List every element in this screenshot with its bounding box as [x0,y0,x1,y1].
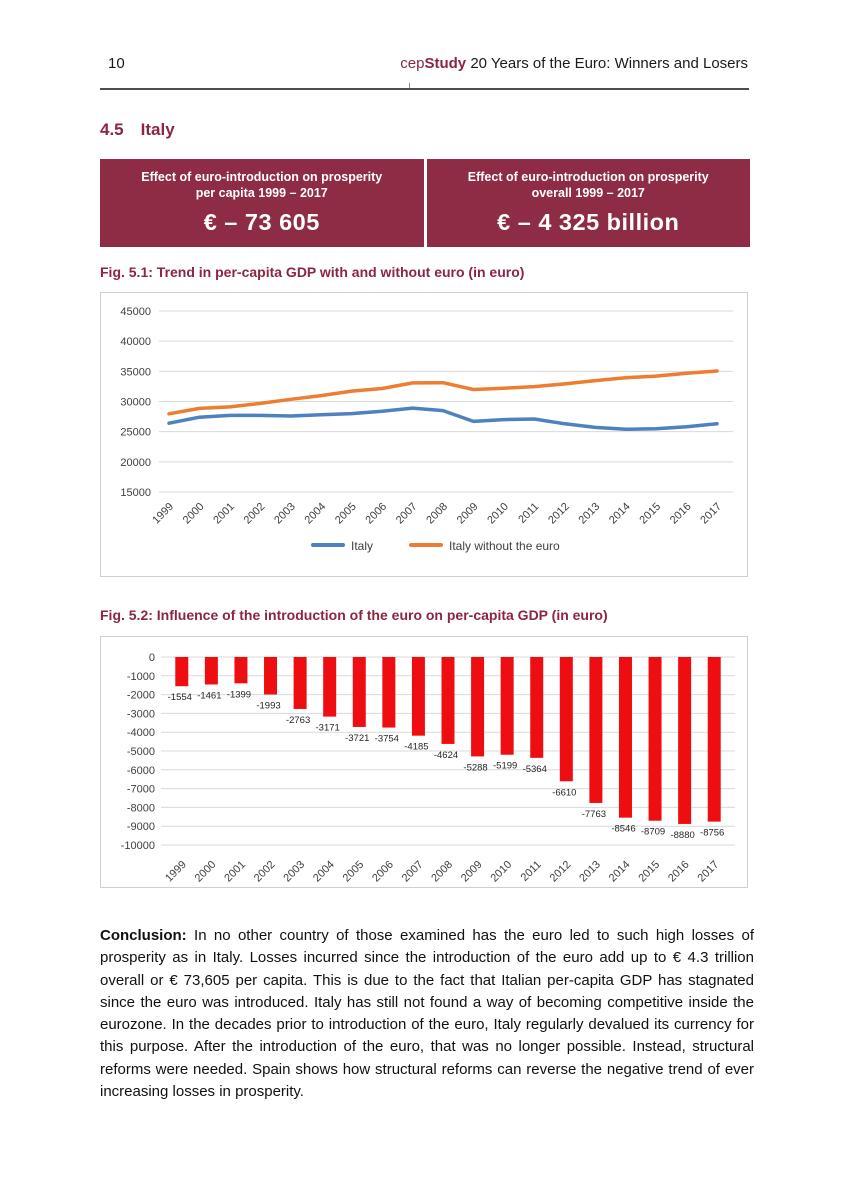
brand-prefix: cep [400,55,425,72]
svg-text:-4185: -4185 [404,741,429,753]
svg-text:2006: 2006 [370,858,396,885]
svg-text:0: 0 [148,652,155,664]
conclusion-text: In no other country of those examined has the euro led to such high losses of prosperity as in Italy. Losses incurred since the introduction of the euro add up to € 4.3 trillion overall or € 73,605 per capita. This is due to the fact that Italian per-capita GDP has stagnated since the euro was introduced. Italy has still not found a way of becoming competitive inside the eurozone. In the decades prior to introduction of the euro, Italy regularly devalued its currency for this purpose. After the introduction of the euro, that was no longer possible. Instead, structural reforms were needed. Spain shows how structural reforms can reverse the negative trend of ever increasing losses in prosperity. [100,927,754,1101]
svg-text:-5364: -5364 [522,763,547,775]
svg-text:40000: 40000 [120,336,151,349]
box-caption-line1: Effect of euro-introduction on prosperity [467,170,709,184]
box-caption-line2: per capita 1999 – 2017 [195,186,328,200]
svg-text:-7763: -7763 [581,808,607,820]
svg-text:2010: 2010 [488,858,515,885]
svg-text:-9000: -9000 [126,821,155,834]
svg-text:-5000: -5000 [126,746,155,758]
svg-text:-8756: -8756 [700,827,725,839]
svg-text:2001: 2001 [211,500,238,527]
svg-text:20000: 20000 [120,456,151,469]
box-caption-line1: Effect of euro-introduction on prosperity [141,170,383,184]
header-rule-notch [409,83,410,88]
header-title-rest: 20 Years of the Euro: Winners and Losers [466,55,748,72]
svg-text:-4000: -4000 [126,727,155,740]
svg-text:35000: 35000 [120,366,151,379]
svg-text:2004: 2004 [302,500,329,527]
svg-text:-8880: -8880 [670,829,695,841]
box-value: € – 73 605 [203,209,320,235]
svg-text:-5288: -5288 [463,762,488,774]
svg-text:-2000: -2000 [126,689,155,702]
svg-text:-5199: -5199 [493,760,518,772]
svg-text:2006: 2006 [363,500,390,527]
bar-chart-svg [101,637,747,887]
section-title: Italy [140,120,175,139]
section-number: 4.5 [100,120,124,139]
svg-text:-1399: -1399 [226,689,252,701]
svg-text:-8000: -8000 [126,802,155,815]
svg-text:-7000: -7000 [126,783,155,796]
svg-text:2015: 2015 [637,500,664,527]
svg-text:2003: 2003 [281,858,308,885]
svg-text:2004: 2004 [311,858,337,885]
svg-text:-10000: -10000 [120,840,155,852]
svg-text:2009: 2009 [458,858,485,885]
header-title [400,55,748,72]
svg-text:2007: 2007 [399,858,426,885]
conclusion-label: Conclusion: [100,927,187,944]
svg-text:1999: 1999 [150,500,177,527]
svg-text:2005: 2005 [340,858,367,885]
svg-text:2014: 2014 [606,500,633,527]
svg-text:2000: 2000 [180,500,207,527]
svg-text:2017: 2017 [698,500,725,527]
svg-text:2013: 2013 [576,500,603,527]
svg-text:Italy: Italy [351,539,374,553]
svg-text:2010: 2010 [485,500,512,527]
svg-text:25000: 25000 [120,426,151,439]
svg-text:2011: 2011 [516,500,542,526]
svg-text:2002: 2002 [251,858,278,885]
svg-text:2001: 2001 [222,858,249,885]
page-number: 10 [108,55,125,72]
svg-text:-8709: -8709 [640,826,666,838]
svg-text:2008: 2008 [424,500,451,527]
header-rule [100,88,749,90]
figure-caption-5-2: Fig. 5.2: Influence of the introduction of the euro on per-capita GDP (in euro) [100,607,608,623]
line-chart [100,292,748,577]
conclusion-paragraph [100,925,754,1103]
svg-text:2016: 2016 [665,858,692,885]
svg-text:1999: 1999 [163,858,189,885]
svg-text:2005: 2005 [332,500,359,527]
svg-text:2009: 2009 [454,500,481,527]
svg-text:2013: 2013 [577,858,604,885]
figure-caption-5-1: Fig. 5.1: Trend in per-capita GDP with and without euro (in euro) [100,264,525,280]
summary-boxes [100,159,750,247]
svg-text:2002: 2002 [241,500,268,527]
svg-text:-6000: -6000 [126,764,155,777]
box-caption-line2: overall 1999 – 2017 [531,186,645,200]
svg-text:Italy without the euro: Italy without the euro [449,539,560,553]
svg-text:2000: 2000 [192,858,219,885]
svg-text:2015: 2015 [636,858,663,885]
summary-box-per-capita [100,159,424,247]
section-heading [100,120,175,140]
svg-text:-6610: -6610 [552,787,577,799]
svg-text:-2763: -2763 [285,714,311,726]
svg-text:-4624: -4624 [433,749,459,761]
brand-study: Study [424,55,467,72]
svg-text:15000: 15000 [120,487,151,499]
svg-text:2012: 2012 [547,858,574,885]
svg-text:-1000: -1000 [126,670,155,683]
bar-chart [100,636,748,888]
svg-text:-3000: -3000 [126,708,155,721]
box-value: € – 4 325 billion [497,209,680,235]
svg-text:45000: 45000 [120,306,151,318]
svg-text:-1554: -1554 [167,692,192,704]
summary-box-overall [427,159,751,247]
svg-text:-3171: -3171 [315,722,340,734]
svg-text:-3721: -3721 [345,732,370,744]
svg-text:30000: 30000 [120,396,151,409]
svg-text:-1461: -1461 [197,690,222,702]
svg-text:2007: 2007 [393,500,420,527]
svg-text:2003: 2003 [272,500,298,527]
svg-text:-1993: -1993 [256,700,281,712]
svg-text:2011: 2011 [518,858,544,884]
svg-text:2012: 2012 [546,500,572,527]
svg-text:2014: 2014 [606,858,633,885]
svg-text:-3754: -3754 [374,733,399,745]
svg-text:2008: 2008 [429,858,456,885]
svg-text:2017: 2017 [695,858,722,885]
svg-text:-8546: -8546 [611,823,636,835]
line-chart-svg [101,293,747,576]
svg-text:2016: 2016 [667,500,694,527]
